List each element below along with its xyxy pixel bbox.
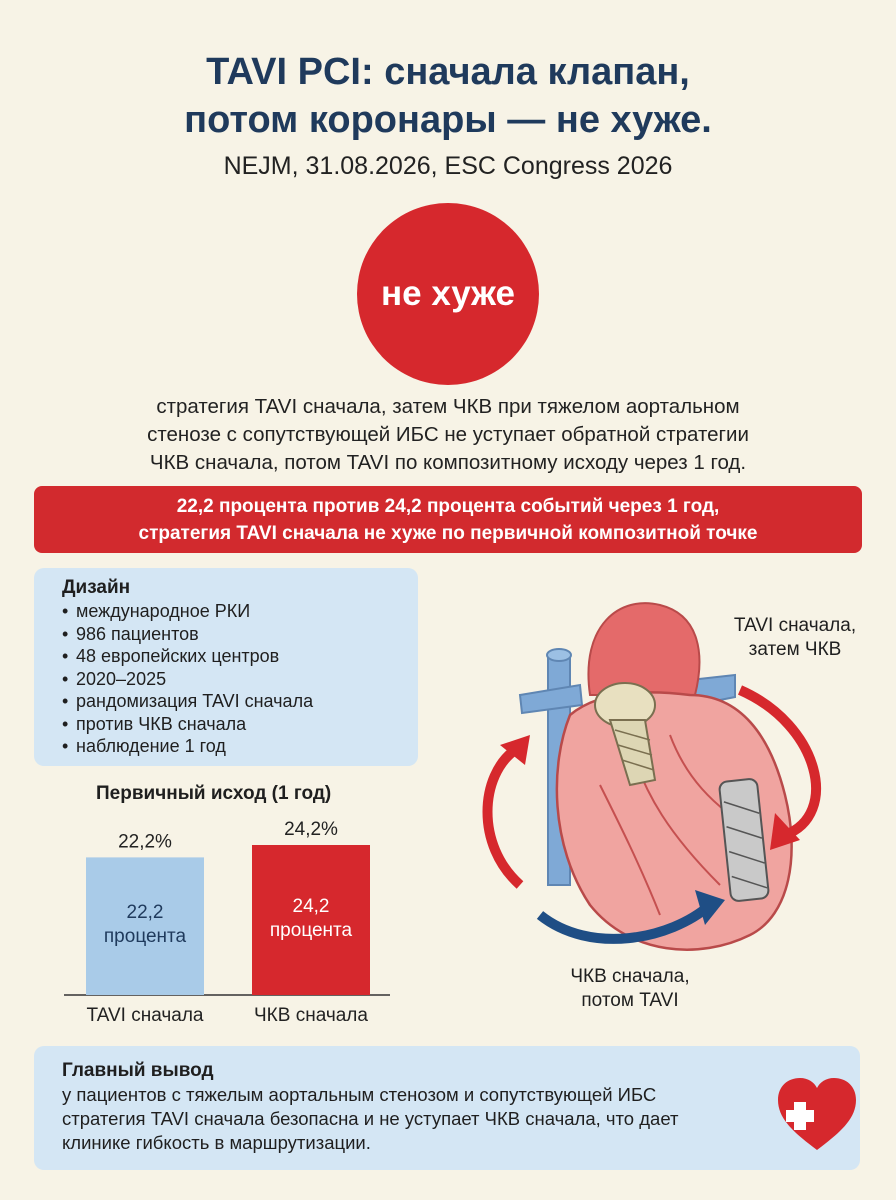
chart-inner-label: 24,2 [292, 896, 330, 917]
title-line-1: TAVI PCI: сначала клапан, [206, 51, 690, 93]
tavi-label-line-2: затем ЧКВ [748, 639, 842, 660]
design-item: • рандомизация TAVI сначала [62, 690, 418, 713]
design-item-continuation: • против ЧКВ сначала [62, 713, 418, 736]
heart-cross-logo-icon [776, 1076, 858, 1154]
summary-line-2: стенозе с сопутствующей ИБС не уступает обратной стратегии [147, 423, 749, 446]
chart-value-label: 22,2% [118, 831, 172, 853]
conclusion-line-3: клинике гибкость в маршрутизации. [62, 1132, 371, 1153]
conclusion-panel [34, 1046, 860, 1170]
design-item: • 986 пациентов [62, 623, 418, 646]
tavi-label-line-1: TAVI сначала, [733, 615, 857, 636]
verdict-badge [357, 203, 539, 385]
primary-outcome-chart [50, 805, 400, 1030]
key-result-banner [34, 486, 862, 553]
pci-label-line-2: потом TAVI [581, 990, 679, 1011]
title-line-2: потом коронары — не хуже. [184, 99, 712, 141]
conclusion-text [62, 1083, 812, 1155]
conclusion-title: Главный вывод [62, 1060, 214, 1081]
pci-label-line-1: ЧКВ сначала, [570, 966, 690, 987]
cycle-arrow-left-icon [488, 750, 521, 885]
design-title: Дизайн [62, 577, 131, 598]
design-list [62, 600, 418, 758]
chart-title: Первичный исход (1 год) [96, 783, 332, 804]
design-item: • 48 европейских центров [62, 645, 418, 668]
summary-line-3: ЧКВ сначала, потом TAVI по композитному исходу через 1 год. [149, 451, 747, 474]
chart-inner-label: процента [103, 926, 187, 948]
chart-category-label: ЧКВ сначала [254, 1005, 368, 1026]
summary-line-1: стратегия TAVI сначала, затем ЧКВ при тяжелом аортальном [156, 395, 740, 418]
tavi-first-label [700, 614, 890, 662]
conclusion-line-1: у пациентов с тяжелым аортальным стенозом и сопутствующей ИБС [62, 1084, 657, 1105]
chart-category-label: TAVI сначала [86, 1005, 204, 1026]
design-panel [34, 568, 418, 766]
conclusion-line-2: стратегия TAVI сначала безопасна и не уступает ЧКВ сначала, что дает [62, 1108, 679, 1129]
chart-value-label: 24,2% [284, 819, 338, 840]
design-item: • наблюдение 1 год [62, 735, 418, 758]
verdict-label: не хуже [381, 274, 515, 313]
summary-text [60, 393, 836, 477]
design-item: • 2020–2025 [62, 668, 418, 691]
banner-line-1: 22,2 процента против 24,2 процента событий через 1 год, [176, 496, 720, 517]
pci-first-label [530, 965, 730, 1013]
chart-inner-label: процента [269, 920, 353, 941]
page-title [0, 48, 896, 144]
chart-inner-label: 22,2 [126, 902, 164, 924]
page-subtitle: NEJM, 31.08.2026, ESC Congress 2026 [223, 152, 673, 180]
design-item: • международное РКИ [62, 600, 418, 623]
banner-line-2: стратегия TAVI сначала не хуже по первичной композитной точке [138, 523, 758, 544]
